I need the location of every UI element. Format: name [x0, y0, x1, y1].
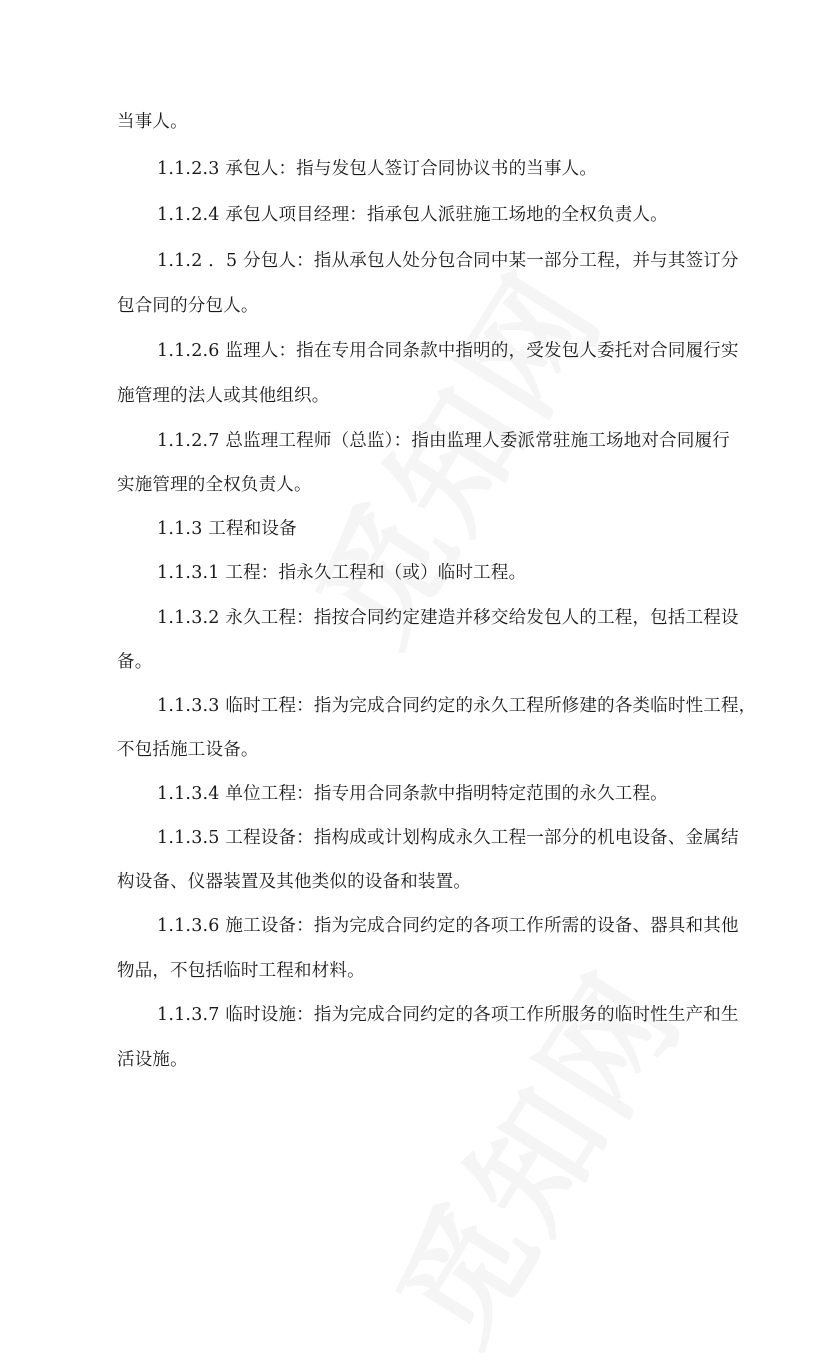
- clause-1-1-3-2: 1.1.3.2 永久工程：指按合同约定建造并移交给发包人的工程，包括工程设: [157, 608, 739, 628]
- clause-1-1-3-3: 1.1.3.3 临时工程：指为完成合同约定的永久工程所修建的各类临时性工程，: [157, 696, 757, 716]
- watermark-text: [346, 933, 715, 1371]
- paragraph-line: 构设备、仪器装置及其他类似的设备和装置。: [117, 872, 471, 892]
- clause-1-1-2-5: 1.1.2 ．5 分包人：指从承包人处分包合同中某一部分工程，并与其签订分: [157, 251, 739, 271]
- paragraph-line: 不包括施工设备。: [117, 740, 259, 760]
- clause-1-1-3-4: 1.1.3.4 单位工程：指专用合同条款中指明特定范围的永久工程。: [157, 784, 668, 804]
- clause-1-1-3-1: 1.1.3.1 工程：指永久工程和（或）临时工程。: [157, 563, 527, 583]
- clause-1-1-2-3: 1.1.2.3 承包人：指与发包人签订合同协议书的当事人。: [157, 159, 598, 179]
- paragraph-line: 施管理的法人或其他组织。: [117, 386, 330, 406]
- paragraph-line: 当事人。: [117, 112, 188, 132]
- paragraph-line: 实施管理的全权负责人。: [117, 475, 312, 495]
- clause-1-1-3-7: 1.1.3.7 临时设施：指为完成合同约定的各项工作所服务的临时性生产和生: [157, 1005, 739, 1025]
- clause-1-1-3-5: 1.1.3.5 工程设备：指构成或计划构成永久工程一部分的机电设备、金属结: [157, 828, 739, 848]
- paragraph-line: 物品，不包括临时工程和材料。: [117, 961, 365, 981]
- paragraph-line: 活设施。: [117, 1050, 188, 1070]
- section-heading-1-1-3: 1.1.3 工程和设备: [157, 519, 297, 539]
- paragraph-line: 包合同的分包人。: [117, 296, 259, 316]
- paragraph-line: 备。: [117, 652, 153, 672]
- clause-1-1-2-7: 1.1.2.7 总监理工程师（总监）：指由监理人委派常驻施工场地对合同履行: [157, 431, 730, 451]
- clause-1-1-2-4: 1.1.2.4 承包人项目经理：指承包人派驻施工场地的全权负责人。: [157, 205, 668, 225]
- clause-1-1-2-6: 1.1.2.6 监理人：指在专用合同条款中指明的，受发包人委托对合同履行实: [157, 341, 739, 361]
- clause-1-1-3-6: 1.1.3.6 施工设备：指为完成合同约定的各项工作所需的设备、器具和其他: [157, 916, 739, 936]
